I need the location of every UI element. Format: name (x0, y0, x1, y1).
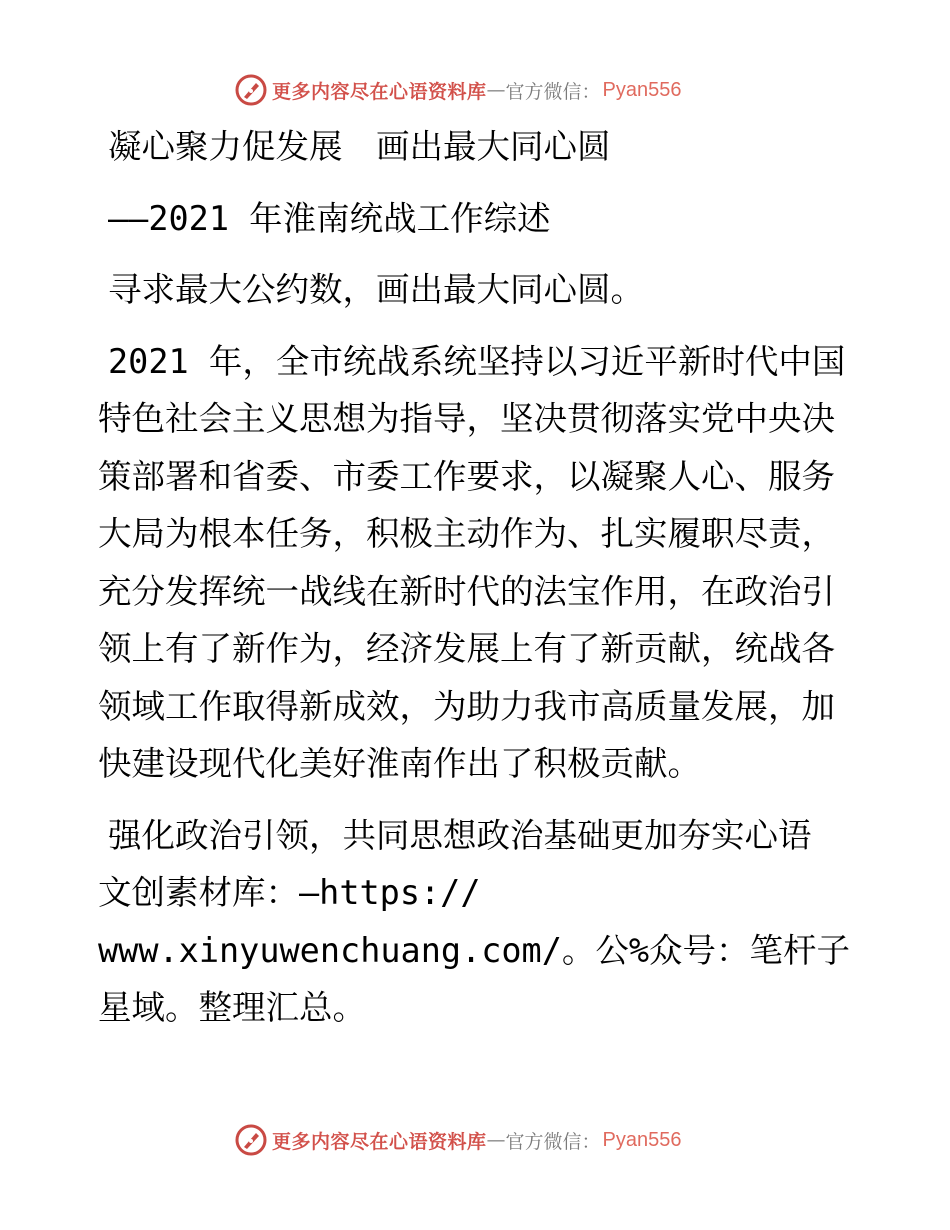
document-subtitle: ——2021 年淮南统战工作综述 (108, 198, 551, 238)
watermark-official-label: 官方微信： (505, 80, 601, 103)
paragraph-2-line-2: 文创素材库：—https:// (98, 873, 481, 912)
watermark-official-label: 官方微信： (505, 1130, 601, 1153)
watermark-brand: 更多内容尽在心语资料库 (272, 80, 487, 103)
pen-nib-circle-icon (234, 1123, 268, 1157)
pen-nib-circle-icon (234, 73, 268, 107)
document-title: 凝心聚力促发展 画出最大同心圆 (108, 127, 611, 166)
watermark-separator: — (486, 1129, 506, 1151)
paragraph-2-line-3: www.xinyuwenchuang.com/。公%众号：笔杆子星域。整理汇总。 (98, 930, 851, 1027)
watermark-separator: — (486, 79, 506, 101)
watermark-brand: 更多内容尽在心语资料库 (272, 1130, 487, 1153)
paragraph-2-line-1: 强化政治引领，共同思想政治基础更加夯实心语 (108, 815, 812, 855)
document-body (98, 118, 858, 1051)
paragraph-1: 2021 年，全市统战系统坚持以习近平新时代中国特色社会主义思想为指导，坚决贯彻落实党中央决策部署和省委、市委工作要求，以凝聚人心、服务大局为根本任务，积极主动作为、扎实履职尽责，充分发挥统一战线在新时代的法宝作用，在政治引领上有了新作为，经济发展上有了新贡献，统战各领域工作取得新成效，为助力我市高质量发展，加快建设现代化美好淮南作出了积极贡献。 (98, 341, 846, 783)
lead-sentence: 寻求最大公约数，画出最大同心圆。 (108, 270, 644, 309)
paragraph-2 (98, 807, 858, 1037)
footer-watermark (234, 1122, 682, 1158)
header-watermark (234, 72, 682, 108)
watermark-handle: Pyan556 (602, 78, 682, 101)
watermark-handle: Pyan556 (602, 1128, 682, 1151)
